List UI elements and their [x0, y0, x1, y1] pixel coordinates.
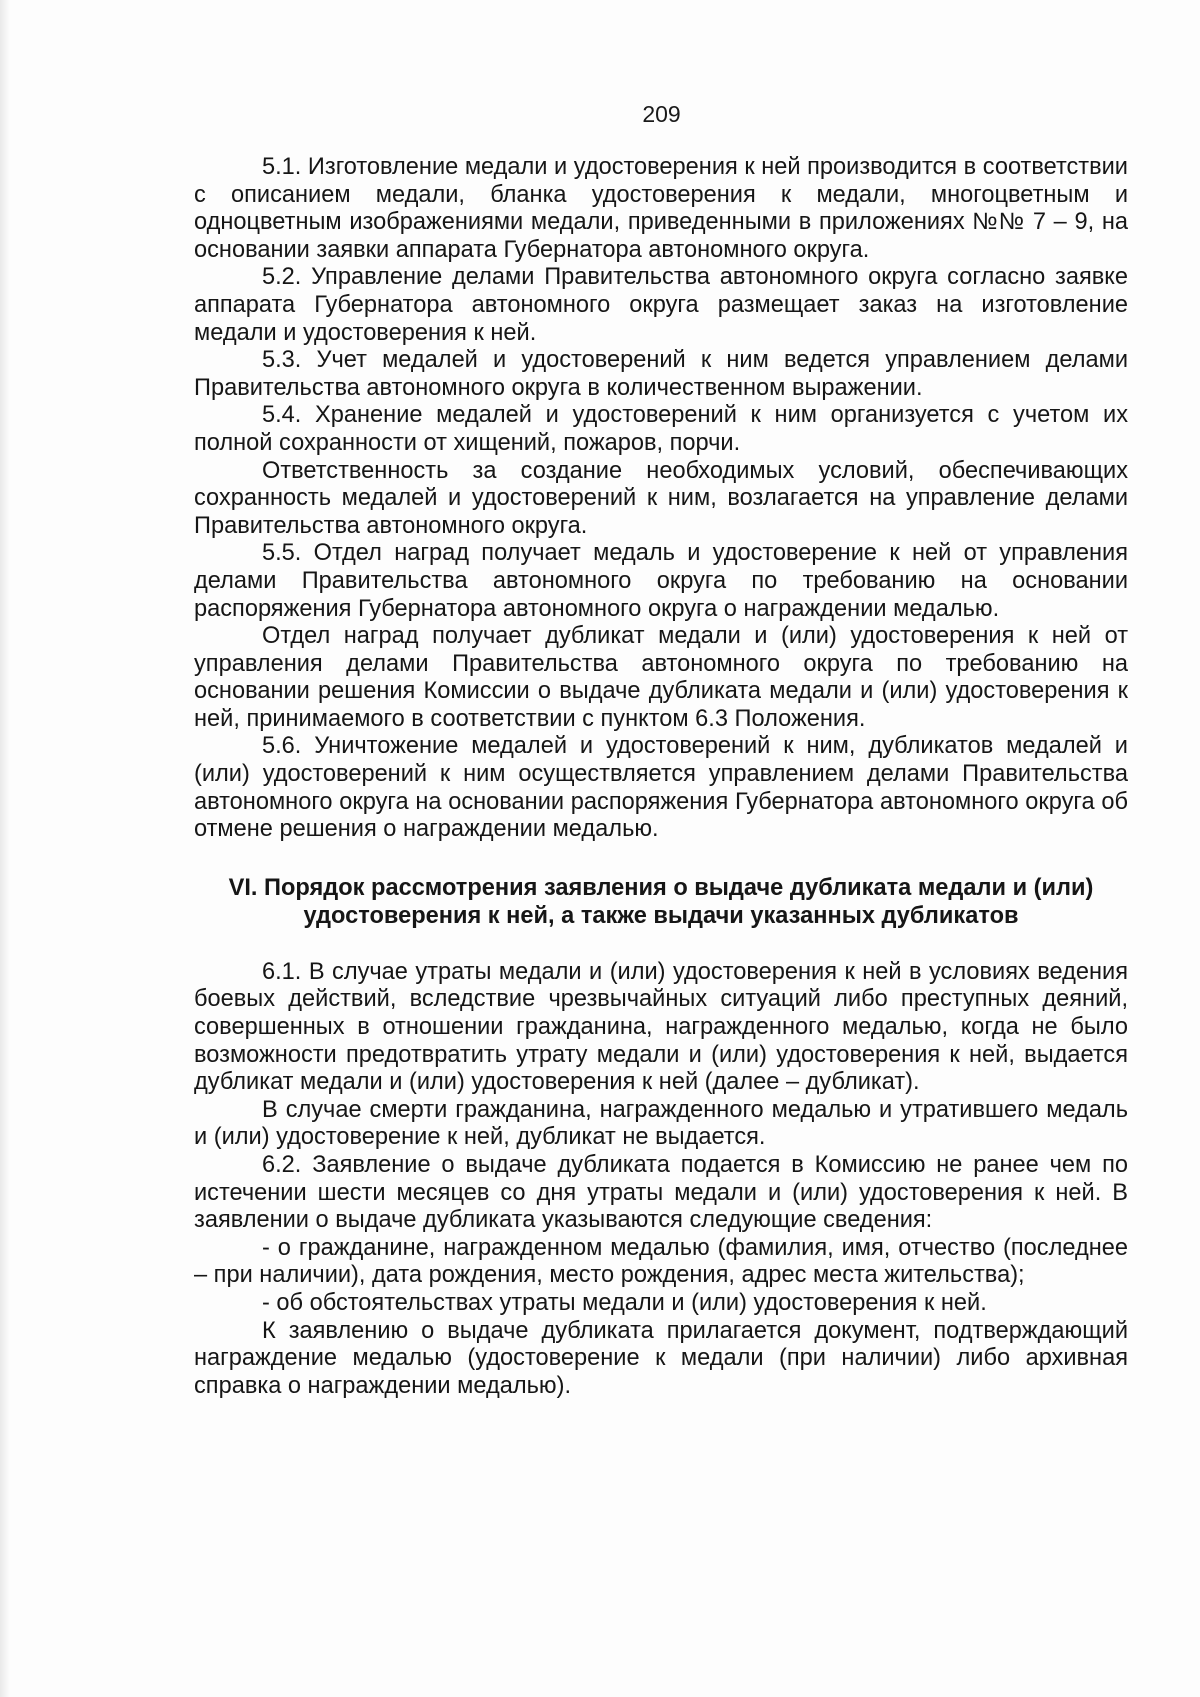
paragraph-6-1-death: В случае смерти гражданина, награжденного медалью и утратившего медаль и (или) удостоверение к ней, дубликат не выдается.: [194, 1096, 1128, 1151]
page-number: 209: [642, 101, 681, 127]
list-item-loss-circumstances: - об обстоятельствах утраты медали и (или) удостоверения к ней.: [262, 1289, 987, 1316]
paragraph-5-3: 5.3. Учет медалей и удостоверений к ним ведется управлением делами Правительства автономного округа в количественном выражении.: [194, 347, 1128, 401]
section-heading-line-1: VI. Порядок рассмотрения заявления о выдаче дубликата медали и (или): [228, 874, 1094, 901]
paragraph-5-1: 5.1. Изготовление медали и удостоверения к ней производится в соответствии с описанием медали, бланка удостоверения к медали, многоцветным и одноцветным изображениями медали, приведенными в приложениях №№ 7 – 9, на основании заявки аппарата Губернатора автономного округа.: [194, 154, 1128, 263]
paragraph-6-2: 6.2. Заявление о выдаче дубликата подается в Комиссию не ранее чем по истечении шести месяцев со дня утраты медали и (или) удостоверения к ней. В заявлении о выдаче дубликата указываются следующие сведения:: [194, 1152, 1128, 1234]
paragraph-6-2-attachment: К заявлению о выдаче дубликата прилагается документ, подтверждающий награждение медалью (удостоверение к медали (при наличии) либо архивная справка о награждении медалью).: [194, 1317, 1128, 1399]
paragraph-6-1: 6.1. В случае утраты медали и (или) удостоверения к ней в условиях ведения боевых действий, вследствие чрезвычайных ситуаций либо преступных деяний, совершенных в отношении гражданина, награжденного медалью, когда не было возможности предотвратить утрату медали и (или) удостоверения к ней, выдается дубликат медали и (или) удостоверения к ней (далее – дубликат).: [194, 958, 1128, 1096]
paragraph-5-5: 5.5. Отдел наград получает медаль и удостоверение к ней от управления делами Правительства автономного округа по требованию на основании распоряжения Губернатора автономного округа о награждении медалью.: [194, 540, 1128, 622]
document-body: [194, 154, 1128, 1400]
paragraph-5-4: 5.4. Хранение медалей и удостоверений к ним организуется с учетом их полной сохранности от хищений, пожаров, порчи.: [194, 402, 1128, 456]
section-heading-line-2: удостоверения к ней, а также выдачи указанных дубликатов: [303, 902, 1019, 929]
section-heading: [194, 874, 1128, 930]
list-item-citizen-info: - о гражданине, награжденном медалью (фамилия, имя, отчество (последнее – при наличии), дата рождения, место рождения, адрес места жительства);: [194, 1234, 1128, 1289]
paragraph-5-5-duplicate: Отдел наград получает дубликат медали и (или) удостоверения к ней от управления делами Правительства автономного округа по требованию на основании решения Комиссии о выдаче дубликата медали и (или) удостоверения к ней, принимаемого в соответствии с пунктом 6.3 Положения.: [194, 623, 1128, 732]
paragraph-5-6: 5.6. Уничтожение медалей и удостоверений к ним, дубликатов медалей и (или) удостоверений к ним осуществляется управлением делами Правительства автономного округа на основании распоряжения Губернатора автономного округа об отмене решения о награждении медалью.: [194, 733, 1128, 843]
paragraph-5-2: 5.2. Управление делами Правительства автономного округа согласно заявке аппарата Губернатора автономного округа размещает заказ на изготовление медали и удостоверения к ней.: [194, 264, 1128, 346]
paragraph-5-4-responsibility: Ответственность за создание необходимых условий, обеспечивающих сохранность медалей и удостоверений к ним, возлагается на управление делами Правительства автономного округа.: [194, 457, 1128, 539]
